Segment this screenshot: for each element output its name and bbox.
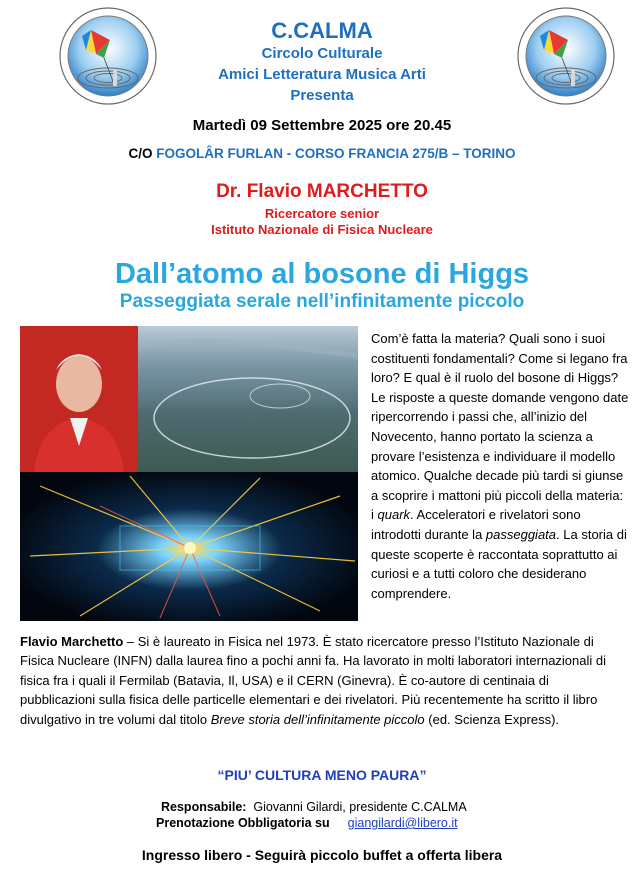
aerial-lhc-photo [138, 326, 358, 472]
speaker-portrait [20, 326, 138, 472]
bio-tail: (ed. Scienza Express). [424, 711, 560, 727]
pren-label: Prenotazione Obbligatoria su [156, 816, 330, 830]
org-line-3: Presenta [290, 87, 354, 104]
speaker-name: Dr. Flavio MARCHETTO [216, 181, 428, 202]
desc-part-3: . La storia di queste scoperte è raccontata soprattutto ai curiosi e a tutti coloro che desiderano comprendere. [371, 526, 627, 601]
org-name: C.CALMA [271, 18, 373, 43]
event-venue [0, 146, 644, 161]
talk-title: Dall’atomo al bosone di Higgs [114, 258, 530, 290]
event-date: Martedì 09 Settembre 2025 ore 20.45 [192, 117, 452, 134]
speaker-institute: Istituto Nazionale di Fisica Nucleare [211, 222, 433, 237]
venue-prefix: C/O [128, 146, 153, 161]
speaker-role: Ricercatore senior [264, 206, 380, 221]
venue-address: FOGOLÂR FURLAN - CORSO FRANCIA 275/B – TORINO [156, 146, 516, 161]
desc-quark: quark [377, 507, 411, 523]
speaker-bio [20, 632, 626, 729]
email-link[interactable]: giangilardi@libero.it [347, 816, 458, 830]
org-line-2: Amici Letteratura Musica Arti [218, 66, 426, 83]
bio-name: Flavio Marchetto [20, 634, 124, 649]
particle-collision-image [20, 472, 358, 621]
desc-part-1: Com’è fatta la materia? Quali sono i suoi costituenti fondamentali? Come si legano fra loro? E qual è il ruolo del bosone di Higgs? Le risposte a queste domande vengono date ripercorrendo i passi che, all’inizio del Novecento, hanno portato la scienza a provare l’esistenza e individuare il modello atomico. Qualche decade più tardi si giunse a scoprire i mattoni più piccoli della materia: i [371, 331, 629, 523]
booking-line [156, 816, 458, 830]
bio-text: – Si è laureato in Fisica nel 1973. È stato ricercatore presso l’Istituto Nazionale di Fisica Nucleare (INFN) dalla laurea fino a pochi anni fa. Ha lavorato in molti laboratori internazionali di fisica fra i quali il Fermilab (Batavia, Il, USA) e il CERN (Ginevra). È co-autore di centinaia di pubblicazioni sulla fisica delle particelle elementari e dei rivelatori. Più recentemente ha scritto il libro divulgativo in tre volumi dal titolo [20, 634, 607, 727]
entry-info: Ingresso libero - Seguirà piccolo buffet a offerta libera [141, 847, 503, 863]
responsible-line [161, 800, 467, 814]
org-line-1: Circolo Culturale [261, 45, 383, 62]
photo-collage [20, 326, 358, 621]
desc-part-2: . Acceleratori e rivelatori sono introdotti durante la [371, 507, 581, 542]
desc-passeggiata: passeggiata [485, 526, 557, 542]
resp-value: Giovanni Gilardi, presidente C.CALMA [246, 800, 467, 814]
talk-subtitle: Passeggiata serale nell’infinitamente piccolo [119, 291, 525, 312]
bio-book-title: Breve storia dell’infinitamente piccolo [210, 711, 425, 727]
talk-description [371, 329, 629, 603]
resp-label: Responsabile: [161, 800, 247, 814]
slogan: “PIU’ CULTURA MENO PAURA” [217, 767, 427, 783]
